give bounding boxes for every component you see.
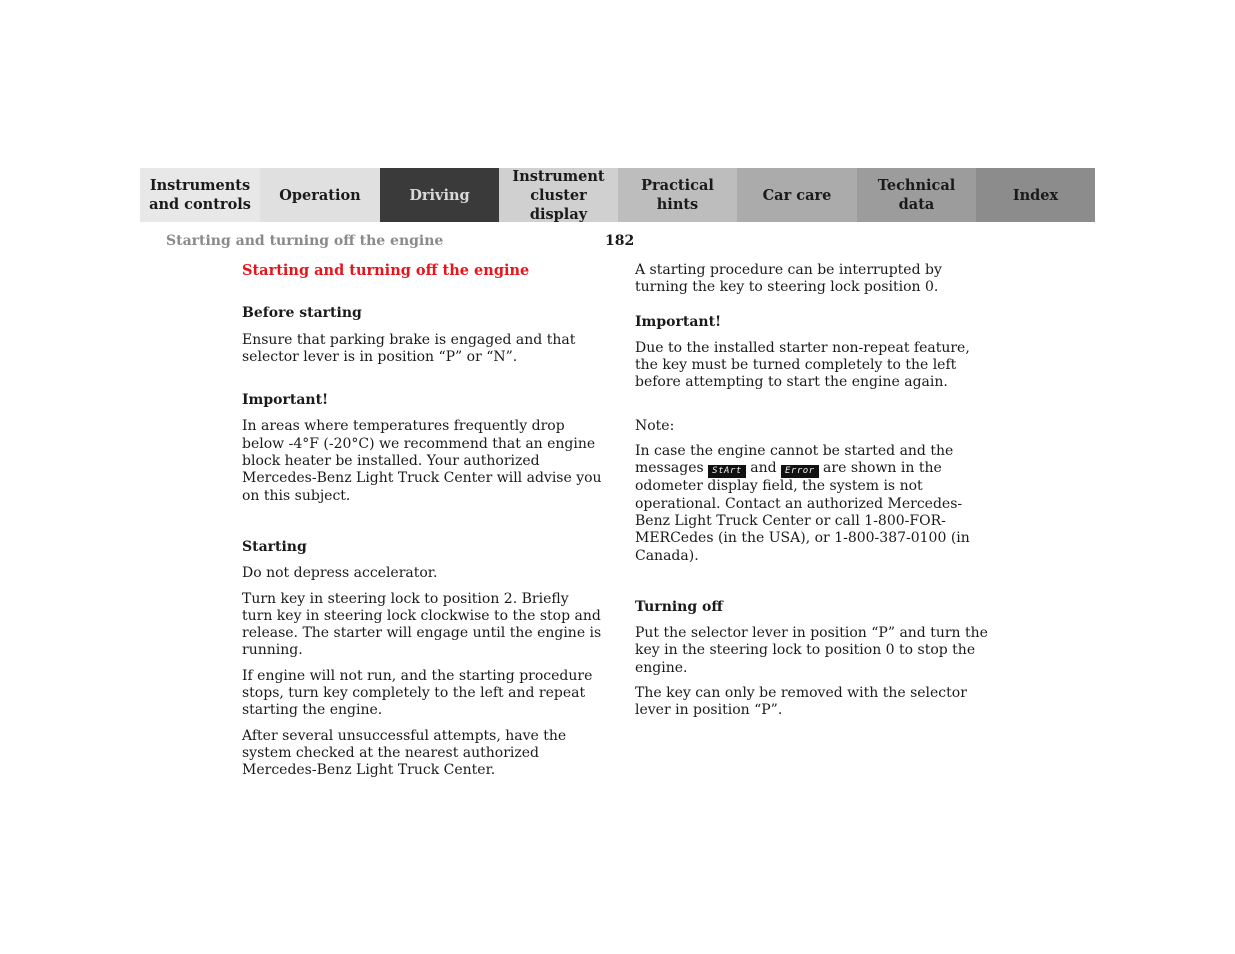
before-starting-heading: Before starting [242,305,362,322]
note-text-part-1: In case the engine cannot be started and the messages [635,443,954,477]
tab-operation[interactable]: Operation [260,168,380,222]
starting-paragraph-1: Do not depress accelerator. [242,565,438,582]
starting-paragraph-4: After several unsuccessful attempts, have the system checked at the nearest authorized Mercedes-Benz Light Truck Center. [242,727,567,779]
tab-index[interactable]: Index [976,168,1095,222]
tab-technical-data[interactable]: Technical data [857,168,976,222]
starting-paragraph-2: Turn key in steering lock to position 2. Briefly turn key in steering lock clockwise to the stop and release. The starter will engage until the engine is running. [242,590,602,659]
turning-off-paragraph-2: The key can only be removed with the selector lever in position “P”. [635,685,967,719]
important-heading-left: Important! [242,392,329,409]
note-text [635,443,997,565]
note-and: and [750,460,777,477]
important-text-left: In areas where temperatures frequently drop below -4°F (-20°C) we recommend that an engine block heater be installed. Your authorized Mercedes-Benz Light Truck Center will advise you on this subject. [242,418,602,504]
lcd-message-error: Error [781,465,819,478]
tab-car-care[interactable]: Car care [737,168,857,222]
starting-heading: Starting [242,538,307,555]
tab-instrument-cluster-display[interactable]: Instrument cluster display [499,168,618,222]
lcd-message-start: StArt [708,465,746,478]
note-label: Note: [635,417,675,434]
section-tab-bar [140,168,1095,222]
section-title: Starting and turning off the engine [242,262,530,279]
interrupt-text: A starting procedure can be interrupted by turning the key to steering lock position 0. [635,262,942,296]
before-starting-text: Ensure that parking brake is engaged and that selector lever is in position “P” or “N”. [242,331,576,365]
turning-off-heading: Turning off [635,598,723,615]
important-text-right: Due to the installed starter non-repeat feature, the key must be turned completely to the left before attempting to start the engine again. [635,339,970,391]
running-header-section-title: Starting and turning off the engine [166,233,444,249]
note-text-part-2: are shown in the odometer display field, the system is not operational. Contact an authorized Mercedes-Benz Light Truck Center or call 1-800-FOR-MERCedes (in the USA), or 1-800-387-0100 (in Canada). [635,460,970,564]
tab-driving[interactable]: Driving [380,168,499,222]
tab-practical-hints[interactable]: Practical hints [618,168,737,222]
page-number: 182 [605,233,635,249]
important-heading-right: Important! [635,313,722,330]
tab-instruments-and-controls[interactable]: Instruments and controls [140,168,260,222]
starting-paragraph-3: If engine will not run, and the starting procedure stops, turn key completely to the left and repeat starting the engine. [242,667,593,719]
right-column [635,262,997,720]
turning-off-paragraph-1: Put the selector lever in position “P” and turn the key in the steering lock to position 0 to stop the engine. [635,625,988,676]
left-column [242,262,602,780]
